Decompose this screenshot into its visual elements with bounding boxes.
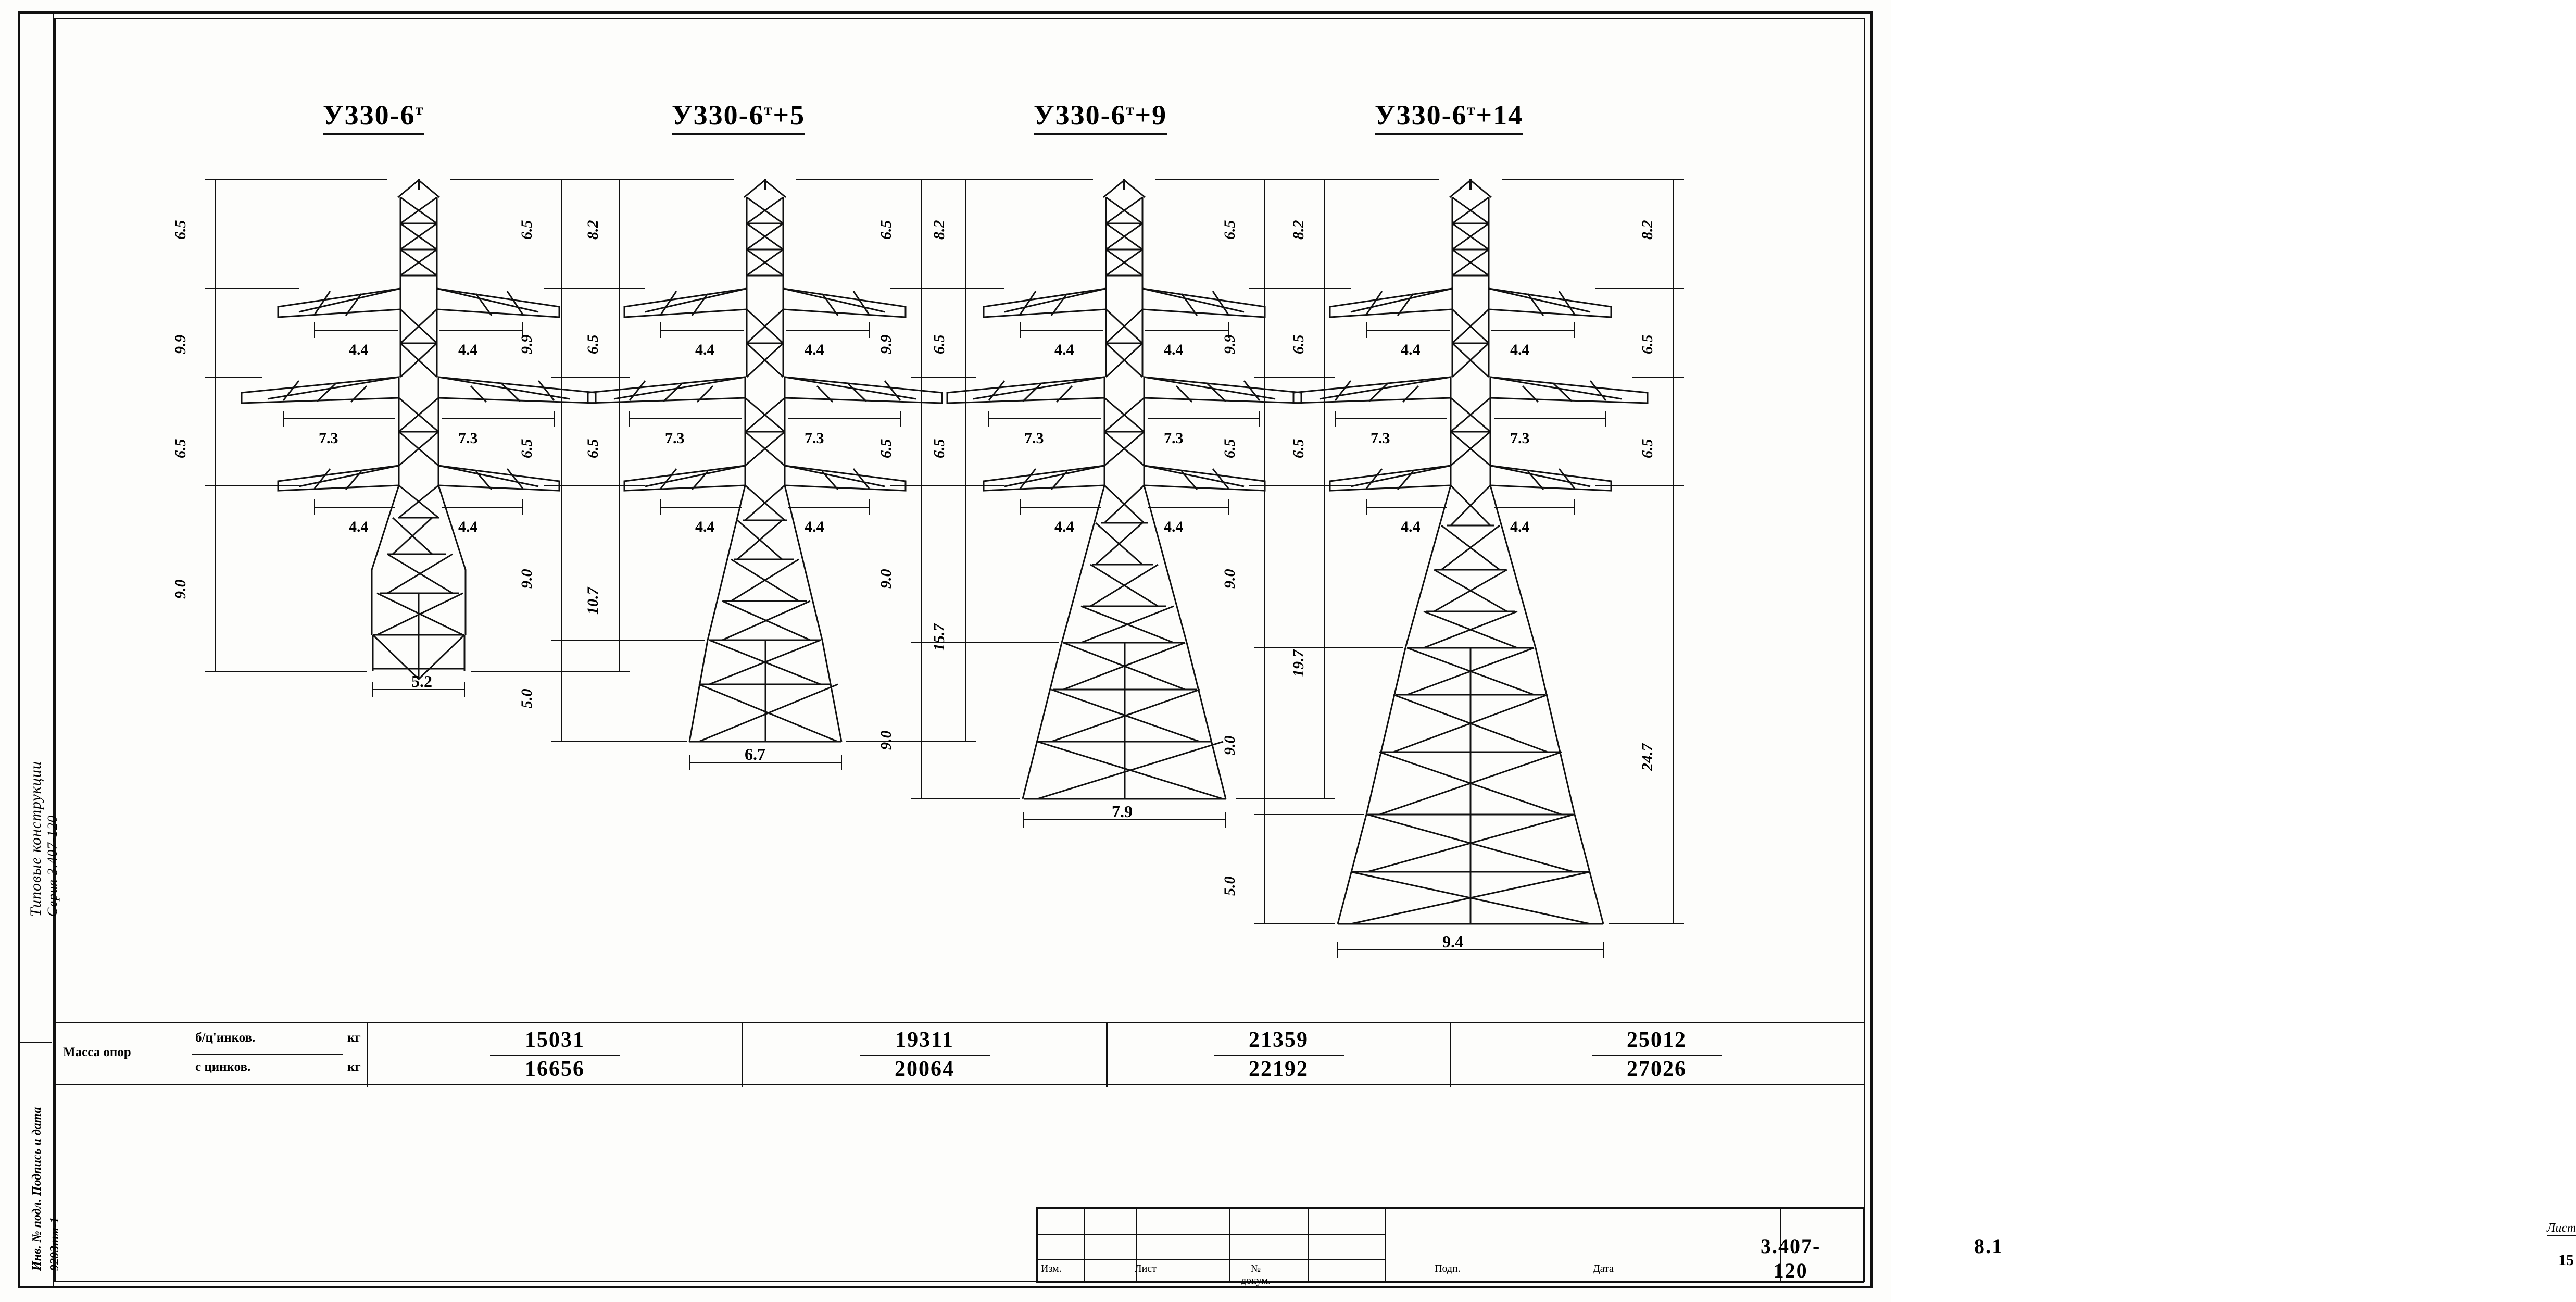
tower-1-base-width: 5.2 bbox=[411, 672, 432, 691]
tower-1-span-1-left: 4.4 bbox=[349, 341, 369, 358]
tower-3-dim-left-2: 9.9 bbox=[877, 334, 895, 354]
mass-legend-label: Масса опор bbox=[63, 1045, 131, 1059]
tower-1-dim-left-3: 6.5 bbox=[172, 439, 189, 458]
tower-2-span-2-left: 7.3 bbox=[665, 430, 685, 447]
tower-2-dim-right-4: 15.7 bbox=[931, 623, 948, 651]
tower-1-dim-right-1: 8.2 bbox=[584, 220, 601, 240]
tower-3-span-3-left: 4.4 bbox=[1054, 518, 1074, 535]
tower-3-dim-left-4: 9.0 bbox=[877, 569, 895, 589]
mass-cell-1 bbox=[368, 1023, 743, 1087]
tower-3-span-2-left: 7.3 bbox=[1024, 430, 1044, 447]
title-block-header-list: Лист bbox=[1135, 1263, 1157, 1274]
mass-4-bottom: 27026 bbox=[1627, 1057, 1687, 1081]
tower-2-dim-right-1: 8.2 bbox=[931, 220, 948, 240]
mass-legend-row1: б/ц'инков. bbox=[195, 1031, 256, 1045]
tower-3-dim-right-2: 6.5 bbox=[1290, 334, 1307, 354]
tower-3-dim-left-3: 6.5 bbox=[877, 439, 895, 458]
tower-3-span-1-left: 4.4 bbox=[1054, 341, 1074, 358]
tower-2-dimensions bbox=[551, 179, 976, 770]
mass-cell-3 bbox=[1108, 1023, 1451, 1087]
column-title-4-text: У330-6 bbox=[1375, 99, 1467, 131]
tower-1-dimensions bbox=[205, 179, 630, 697]
tower-4-dim-left-4: 9.0 bbox=[1221, 569, 1238, 589]
tower-1-span-2-left: 7.3 bbox=[319, 430, 338, 447]
title-block-header-data: Дата bbox=[1593, 1263, 1614, 1274]
tower-1-dim-left-1: 6.5 bbox=[172, 220, 189, 240]
tower-4-dim-left-2: 9.9 bbox=[1221, 334, 1238, 354]
mass-cell-4 bbox=[1451, 1023, 1862, 1087]
column-title-2-suffix: +5 bbox=[773, 99, 806, 131]
tower-4-dim-left-1: 6.5 bbox=[1221, 220, 1238, 240]
tower-3-span-3-right: 4.4 bbox=[1164, 518, 1184, 535]
mass-legend-row1-units: кг bbox=[347, 1031, 361, 1045]
tower-2-base-width: 6.7 bbox=[745, 745, 765, 763]
tower-2-dim-left-3: 6.5 bbox=[518, 439, 535, 458]
title-block-sheet-code: 8.1 bbox=[1974, 1234, 2003, 1258]
mass-4-divider bbox=[1592, 1055, 1722, 1056]
tower-3-dim-right-4: 19.7 bbox=[1290, 649, 1307, 677]
tower-3-span-1-right: 4.4 bbox=[1164, 341, 1184, 358]
mass-legend-row2-units: кг bbox=[347, 1060, 361, 1074]
mass-cell-2 bbox=[743, 1023, 1108, 1087]
tower-2-span-3-left: 4.4 bbox=[695, 518, 715, 535]
tower-2-span-1-left: 4.4 bbox=[695, 341, 715, 358]
tower-2-dim-right-3: 6.5 bbox=[931, 439, 948, 458]
mass-2-top: 19311 bbox=[895, 1028, 954, 1052]
tower-4-span-2-right: 7.3 bbox=[1510, 430, 1530, 447]
tower-3-dim-right-1: 8.2 bbox=[1290, 220, 1307, 240]
title-block-col-podp bbox=[1230, 1209, 1461, 1281]
title-block-sheet-label: Лист bbox=[2547, 1221, 2576, 1236]
tower-2-span-1-right: 4.4 bbox=[805, 341, 824, 358]
tower-1-span-1-right: 4.4 bbox=[458, 341, 478, 358]
column-title-4-suffix: +14 bbox=[1476, 99, 1524, 131]
tower-1-dim-left-4: 9.0 bbox=[172, 579, 189, 599]
tower-2-dim-right-2: 6.5 bbox=[931, 334, 948, 354]
title-block bbox=[1036, 1207, 2576, 1286]
tower-4-dimensions bbox=[1254, 179, 1684, 958]
margin-doc-number: 9293тм-1 bbox=[48, 1217, 61, 1271]
tower-4-dim-right-1: 8.2 bbox=[1639, 220, 1656, 240]
title-block-doc-code: 3.407-120 bbox=[1761, 1234, 1821, 1282]
title-block-doc-cell bbox=[1386, 1209, 2003, 1282]
mass-3-divider bbox=[1214, 1055, 1344, 1056]
tower-4-span-3-right: 4.4 bbox=[1510, 518, 1530, 535]
tower-4-dim-right-2: 6.5 bbox=[1639, 334, 1656, 354]
column-title-3-text: У330-6 bbox=[1034, 99, 1126, 131]
title-block-col-izm bbox=[1038, 1209, 1085, 1281]
tower-3-dim-left-5: 9.0 bbox=[877, 730, 895, 750]
mass-3-bottom: 22192 bbox=[1249, 1057, 1309, 1081]
title-block-header-docnum: № докум. bbox=[1241, 1263, 1271, 1286]
tower-elevations-svg bbox=[54, 18, 1865, 1007]
tower-4-dim-left-6: 5.0 bbox=[1221, 876, 1238, 896]
mass-1-top: 15031 bbox=[525, 1028, 585, 1052]
tower-4-span-2-left: 7.3 bbox=[1371, 430, 1390, 447]
mass-1-divider bbox=[490, 1055, 620, 1056]
tower-1-geometry bbox=[242, 179, 596, 679]
tower-2-geometry bbox=[588, 179, 942, 742]
title-block-header-podp: Подп. bbox=[1435, 1263, 1461, 1274]
tower-4-dim-left-3: 6.5 bbox=[1221, 439, 1238, 458]
column-title-3-suffix: +9 bbox=[1135, 99, 1167, 131]
column-title-2-text: У330-6 bbox=[672, 99, 764, 131]
title-block-header-izm: Изм. bbox=[1041, 1263, 1062, 1274]
tower-1-dim-left-2: 9.9 bbox=[172, 334, 189, 354]
tower-1-dim-right-2: 6.5 bbox=[584, 334, 601, 354]
tower-2-dim-left-2: 9.9 bbox=[518, 334, 535, 354]
mass-3-top: 21359 bbox=[1249, 1028, 1309, 1052]
mass-4-top: 25012 bbox=[1627, 1028, 1687, 1052]
tower-3-span-2-right: 7.3 bbox=[1164, 430, 1184, 447]
column-title-2-sup: т bbox=[764, 101, 773, 118]
margin-series-title: Типовые конструкции bbox=[27, 761, 44, 917]
margin-inventory-text: Инв. № подл. Подпись и дата bbox=[30, 1107, 44, 1271]
mass-table-legend bbox=[56, 1023, 368, 1087]
mass-2-divider bbox=[860, 1055, 990, 1056]
title-block-col-docnum bbox=[1137, 1209, 1271, 1286]
margin-series-number: Серия 3.407-120 bbox=[45, 815, 60, 917]
tower-2-span-3-right: 4.4 bbox=[805, 518, 824, 535]
tower-2-dim-left-1: 6.5 bbox=[518, 220, 535, 240]
mass-legend-divider bbox=[192, 1054, 343, 1055]
tower-2-dim-left-4: 9.0 bbox=[518, 569, 535, 589]
column-title-4-sup: т bbox=[1467, 101, 1476, 118]
tower-1-span-2-right: 7.3 bbox=[458, 430, 478, 447]
column-title-1-sup: т bbox=[415, 101, 424, 118]
tower-3-geometry bbox=[947, 179, 1301, 799]
tower-3-dim-left-1: 6.5 bbox=[877, 220, 895, 240]
tower-4-dim-right-3: 6.5 bbox=[1639, 439, 1656, 458]
tower-2-dim-left-5: 5.0 bbox=[518, 688, 535, 708]
tower-3-base-width: 7.9 bbox=[1112, 802, 1133, 821]
tower-1-span-3-right: 4.4 bbox=[458, 518, 478, 535]
mass-table bbox=[56, 1022, 1864, 1085]
tower-4-base-width: 9.4 bbox=[1442, 932, 1463, 951]
tower-1-span-3-left: 4.4 bbox=[349, 518, 369, 535]
tower-4-span-1-left: 4.4 bbox=[1401, 341, 1421, 358]
tower-4-geometry bbox=[1293, 179, 1648, 924]
tower-2-span-2-right: 7.3 bbox=[805, 430, 824, 447]
tower-1-dim-right-4: 10.7 bbox=[584, 587, 601, 615]
mass-legend-row2: с цинков. bbox=[195, 1060, 251, 1074]
tower-4-span-1-right: 4.4 bbox=[1510, 341, 1530, 358]
tower-4-span-3-left: 4.4 bbox=[1401, 518, 1421, 535]
tower-1-dim-right-3: 6.5 bbox=[584, 439, 601, 458]
tower-4-dim-left-5: 9.0 bbox=[1221, 735, 1238, 755]
title-block-col-list bbox=[1085, 1209, 1157, 1281]
mass-1-bottom: 16656 bbox=[525, 1057, 585, 1081]
tower-4-dim-right-4: 24.7 bbox=[1639, 743, 1656, 771]
column-title-3-sup: т bbox=[1126, 101, 1135, 118]
column-title-1-text: У330-6 bbox=[323, 99, 416, 131]
title-block-sheet-number: 15 bbox=[2558, 1251, 2574, 1269]
tower-3-dim-right-3: 6.5 bbox=[1290, 439, 1307, 458]
mass-2-bottom: 20064 bbox=[895, 1057, 954, 1081]
